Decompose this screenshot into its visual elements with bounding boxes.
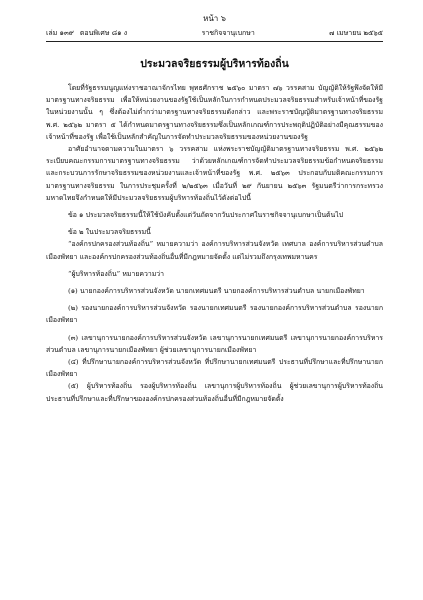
list-item: (๑) นายกองค์การบริหารส่วนจังหวัด นายกเทศมนตรี นายกองค์การบริหารส่วนตำบล นายกเมืองพัทยา (68, 287, 365, 296)
volume-label: เล่ม ๑๓๙ (46, 29, 74, 37)
running-header (46, 28, 383, 42)
authority-paragraph: อาศัยอำนาจตามความในมาตรา ๖ วรรคสาม แห่งพระราชบัญญัติมาตรฐานทางจริยธรรม พ.ศ. ๒๕๖๒ ระเบียบคณะกรรมการมาตรฐานทางจริยธรรม ว่าด้วยหลักเกณฑ์การจัดทำประมวลจริยธรรมข้อกำหนดจริยธรรม และกระบวนการรักษาจริยธรรมของหน่วยงานและเจ้าหน้าที่ของรัฐ พ.ศ. ๒๕๖๓ ประกอบกับมติคณะกรรมการมาตรฐานทางจริยธรรม ในการประชุมครั้งที่ ๒/๒๕๖๓ เมื่อวันที่ ๒๙ กันยายน ๒๕๖๓ รัฐมนตรีว่าการกระทรวงมหาดไทยจึงกำหนดให้มีประมวลจริยธรรมผู้บริหารท้องถิ่นไว้ดังต่อไปนี้ (46, 145, 383, 202)
clause-1: ข้อ ๑ ประมวลจริยธรรมนี้ให้ใช้บังคับตั้งแต่วันถัดจากวันประกาศในราชกิจจานุเบกษาเป็นต้นไป (68, 211, 344, 220)
definition-local-administrator: “ผู้บริหารท้องถิ่น” หมายความว่า (68, 269, 165, 278)
definition-local-government: “องค์กรปกครองส่วนท้องถิ่น” หมายความว่า องค์การบริหารส่วนจังหวัด เทศบาล องค์การบริหารส่วนตำบล เมืองพัทยา และองค์กรปกครองส่วนท้องถิ่นอื่นที่มีกฎหมายจัดตั้ง แต่ไม่รวมถึงกรุงเทพมหานคร (46, 240, 383, 261)
document-title: ประมวลจริยธรรมผู้บริหารท้องถิ่น (140, 58, 289, 70)
list-item: (๒) รองนายกองค์การบริหารส่วนจังหวัด รองนายกเทศมนตรี รองนายกองค์การบริหารส่วนตำบล รองนายกเมืองพัทยา (46, 304, 383, 325)
header-left (46, 28, 127, 39)
page-number: หน้า ๖ (203, 14, 226, 23)
document-body (46, 82, 383, 405)
list-item: (๔) ที่ปรึกษานายกองค์การบริหารส่วนจังหวัด ที่ปรึกษานายกเทศมนตรี ประธานที่ปรึกษาและที่ปรึกษานายกเมืองพัทยา (46, 358, 383, 379)
clause-2: ข้อ ๒ ในประมวลจริยธรรมนี้ (68, 228, 151, 237)
list-item: (๓) เลขานุการนายกองค์การบริหารส่วนจังหวัด เลขานุการนายกเทศมนตรี เลขานุการนายกองค์การบริหารส่วนตำบล เลขานุการนายกเมืองพัทยา ผู้ช่วยเลขานุการนายกเมืองพัทยา (46, 333, 383, 354)
list-item: (๕) ผู้บริหารท้องถิ่น รองผู้บริหารท้องถิ่น เลขานุการผู้บริหารท้องถิ่น ผู้ช่วยเลขานุการผู้บริหารท้องถิ่น ประธานที่ปรึกษาและที่ปรึกษาขององค์กรปกครองส่วนท้องถิ่นอื่นที่มีกฎหมายจัดตั้ง (46, 382, 383, 403)
gazette-name: ราชกิจจานุเบกษา (201, 29, 255, 37)
issue-label: ตอนพิเศษ ๘๑ ง (79, 29, 128, 37)
preamble-paragraph: โดยที่รัฐธรรมนูญแห่งราชอาณาจักรไทย พุทธศักราช ๒๕๖๐ มาตรา ๗๖ วรรคสาม บัญญัติให้รัฐพึงจัดให้มีมาตรฐานทางจริยธรรม เพื่อให้หน่วยงานของรัฐใช้เป็นหลักในการกำหนดประมวลจริยธรรมสำหรับเจ้าหน้าที่ของรัฐในหน่วยงานนั้น ๆ ซึ่งต้องไม่ต่ำกว่ามาตรฐานทางจริยธรรมดังกล่าว และพระราชบัญญัติมาตรฐานทางจริยธรรม พ.ศ. ๒๕๖๒ มาตรา ๕ ได้กำหนดมาตรฐานทางจริยธรรมซึ่งเป็นหลักเกณฑ์การประพฤติปฏิบัติอย่างมีคุณธรรมของเจ้าหน้าที่ของรัฐ เพื่อใช้เป็นหลักสำคัญในการจัดทำประมวลจริยธรรมของหน่วยงานของรัฐ (46, 84, 383, 141)
publish-date: ๗ เมษายน ๒๕๖๕ (329, 29, 383, 37)
